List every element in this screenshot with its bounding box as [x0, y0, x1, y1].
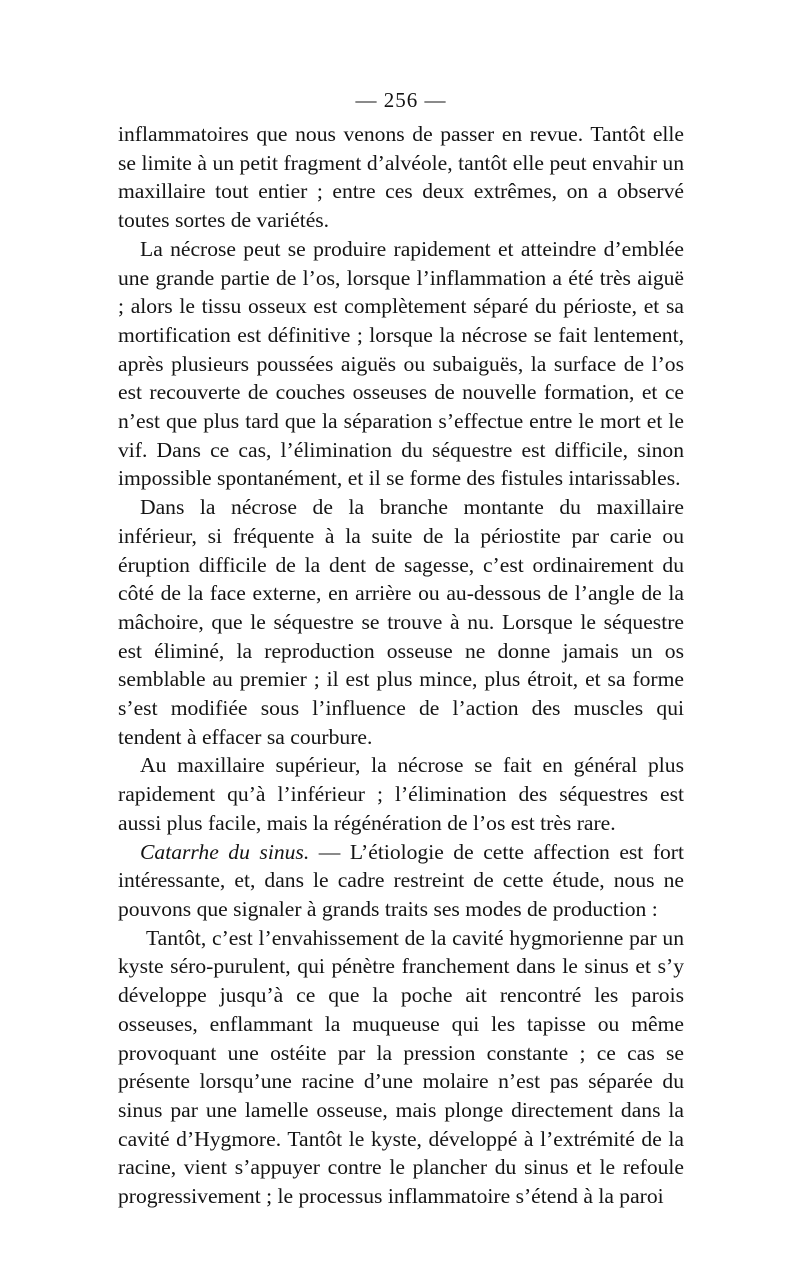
paragraph-maxillaire-superieur: Au maxillaire supérieur, la nécrose se fait en général plus rapidement qu’à l’inférieur ; l’élimination des séquestres est aussi plus facile, mais la régénération de l’os est très rare. — [118, 753, 684, 835]
paragraph-continuation: inflammatoires que nous venons de passer en revue. Tantôt elle se limite à un petit fragment d’alvéole, tantôt elle peut envahir un maxillaire tout entier ; entre ces deux extrêmes, on a observé toutes sortes de variétés. — [118, 122, 684, 233]
paragraph-necrose-rapide: La nécrose peut se produire rapidement et atteindre d’emblée une grande partie de l’os, lorsque l’inflammation a été très aiguë ; alors le tissu osseux est complètement séparé du périoste, et sa mortification est définitive ; lorsque la nécrose se fait lentement, après plusieurs poussées aiguës ou subaiguës, la surface de l’os est recouverte de couches osseuses de nouvelle formation, et ce n’est que plus tard que la séparation s’effectue entre le mort et le vif. Dans ce cas, l’élimination du séquestre est difficile, sinon impossible spontanément, et il se forme des fistules intarissables. — [118, 236, 684, 491]
section-heading-catarrhe: Catarrhe du sinus. — [140, 839, 310, 864]
paragraph-catarrhe-sinus — [118, 838, 684, 924]
paragraph-kyste: Tantôt, c’est l’envahissement de la cavité hygmorienne par un kyste séro-purulent, qui pénètre franchement dans le sinus et s’y développe jusqu’à ce que la poche ait rencontré les parois osseuses, enflammant la muqueuse qui les tapisse ou même provoquant une ostéite par la pression constante ; ce cas se présente lorsqu’une racine d’une molaire n’est pas séparée du sinus par une lamelle osseuse, mais plonge directement dans la cavité d’Hygmore. Tantôt le kyste, développé à l’extrémité de la racine, vient s’appuyer contre le plancher du sinus et le refoule progressivement ; le processus inflammatoire s’étend à la paroi — [118, 925, 684, 1209]
book-page — [118, 86, 684, 1211]
page-number: — 256 — — [355, 88, 447, 112]
paragraph-branche-montante: Dans la nécrose de la branche montante du maxillaire inférieur, si fréquente à la suite de la périostite par carie ou éruption difficile de la dent de sagesse, c’est ordinairement du côté de la face externe, en arrière ou au-dessous de l’angle de la mâchoire, que le séquestre se trouve à nu. Lorsque le séquestre est éliminé, la reproduction osseuse ne donne jamais un os semblable au premier ; il est plus mince, plus étroit, et sa forme s’est modifiée sous l’influence de l’action des muscles qui tendent à effacer sa courbure. — [118, 495, 684, 749]
paragraph-catarrhe-text: — L’étiologie de cette affection est fort intéressante, et, dans le cadre restreint de cette étude, nous ne pouvons que signaler à grands traits ses modes de production : — [118, 839, 684, 921]
